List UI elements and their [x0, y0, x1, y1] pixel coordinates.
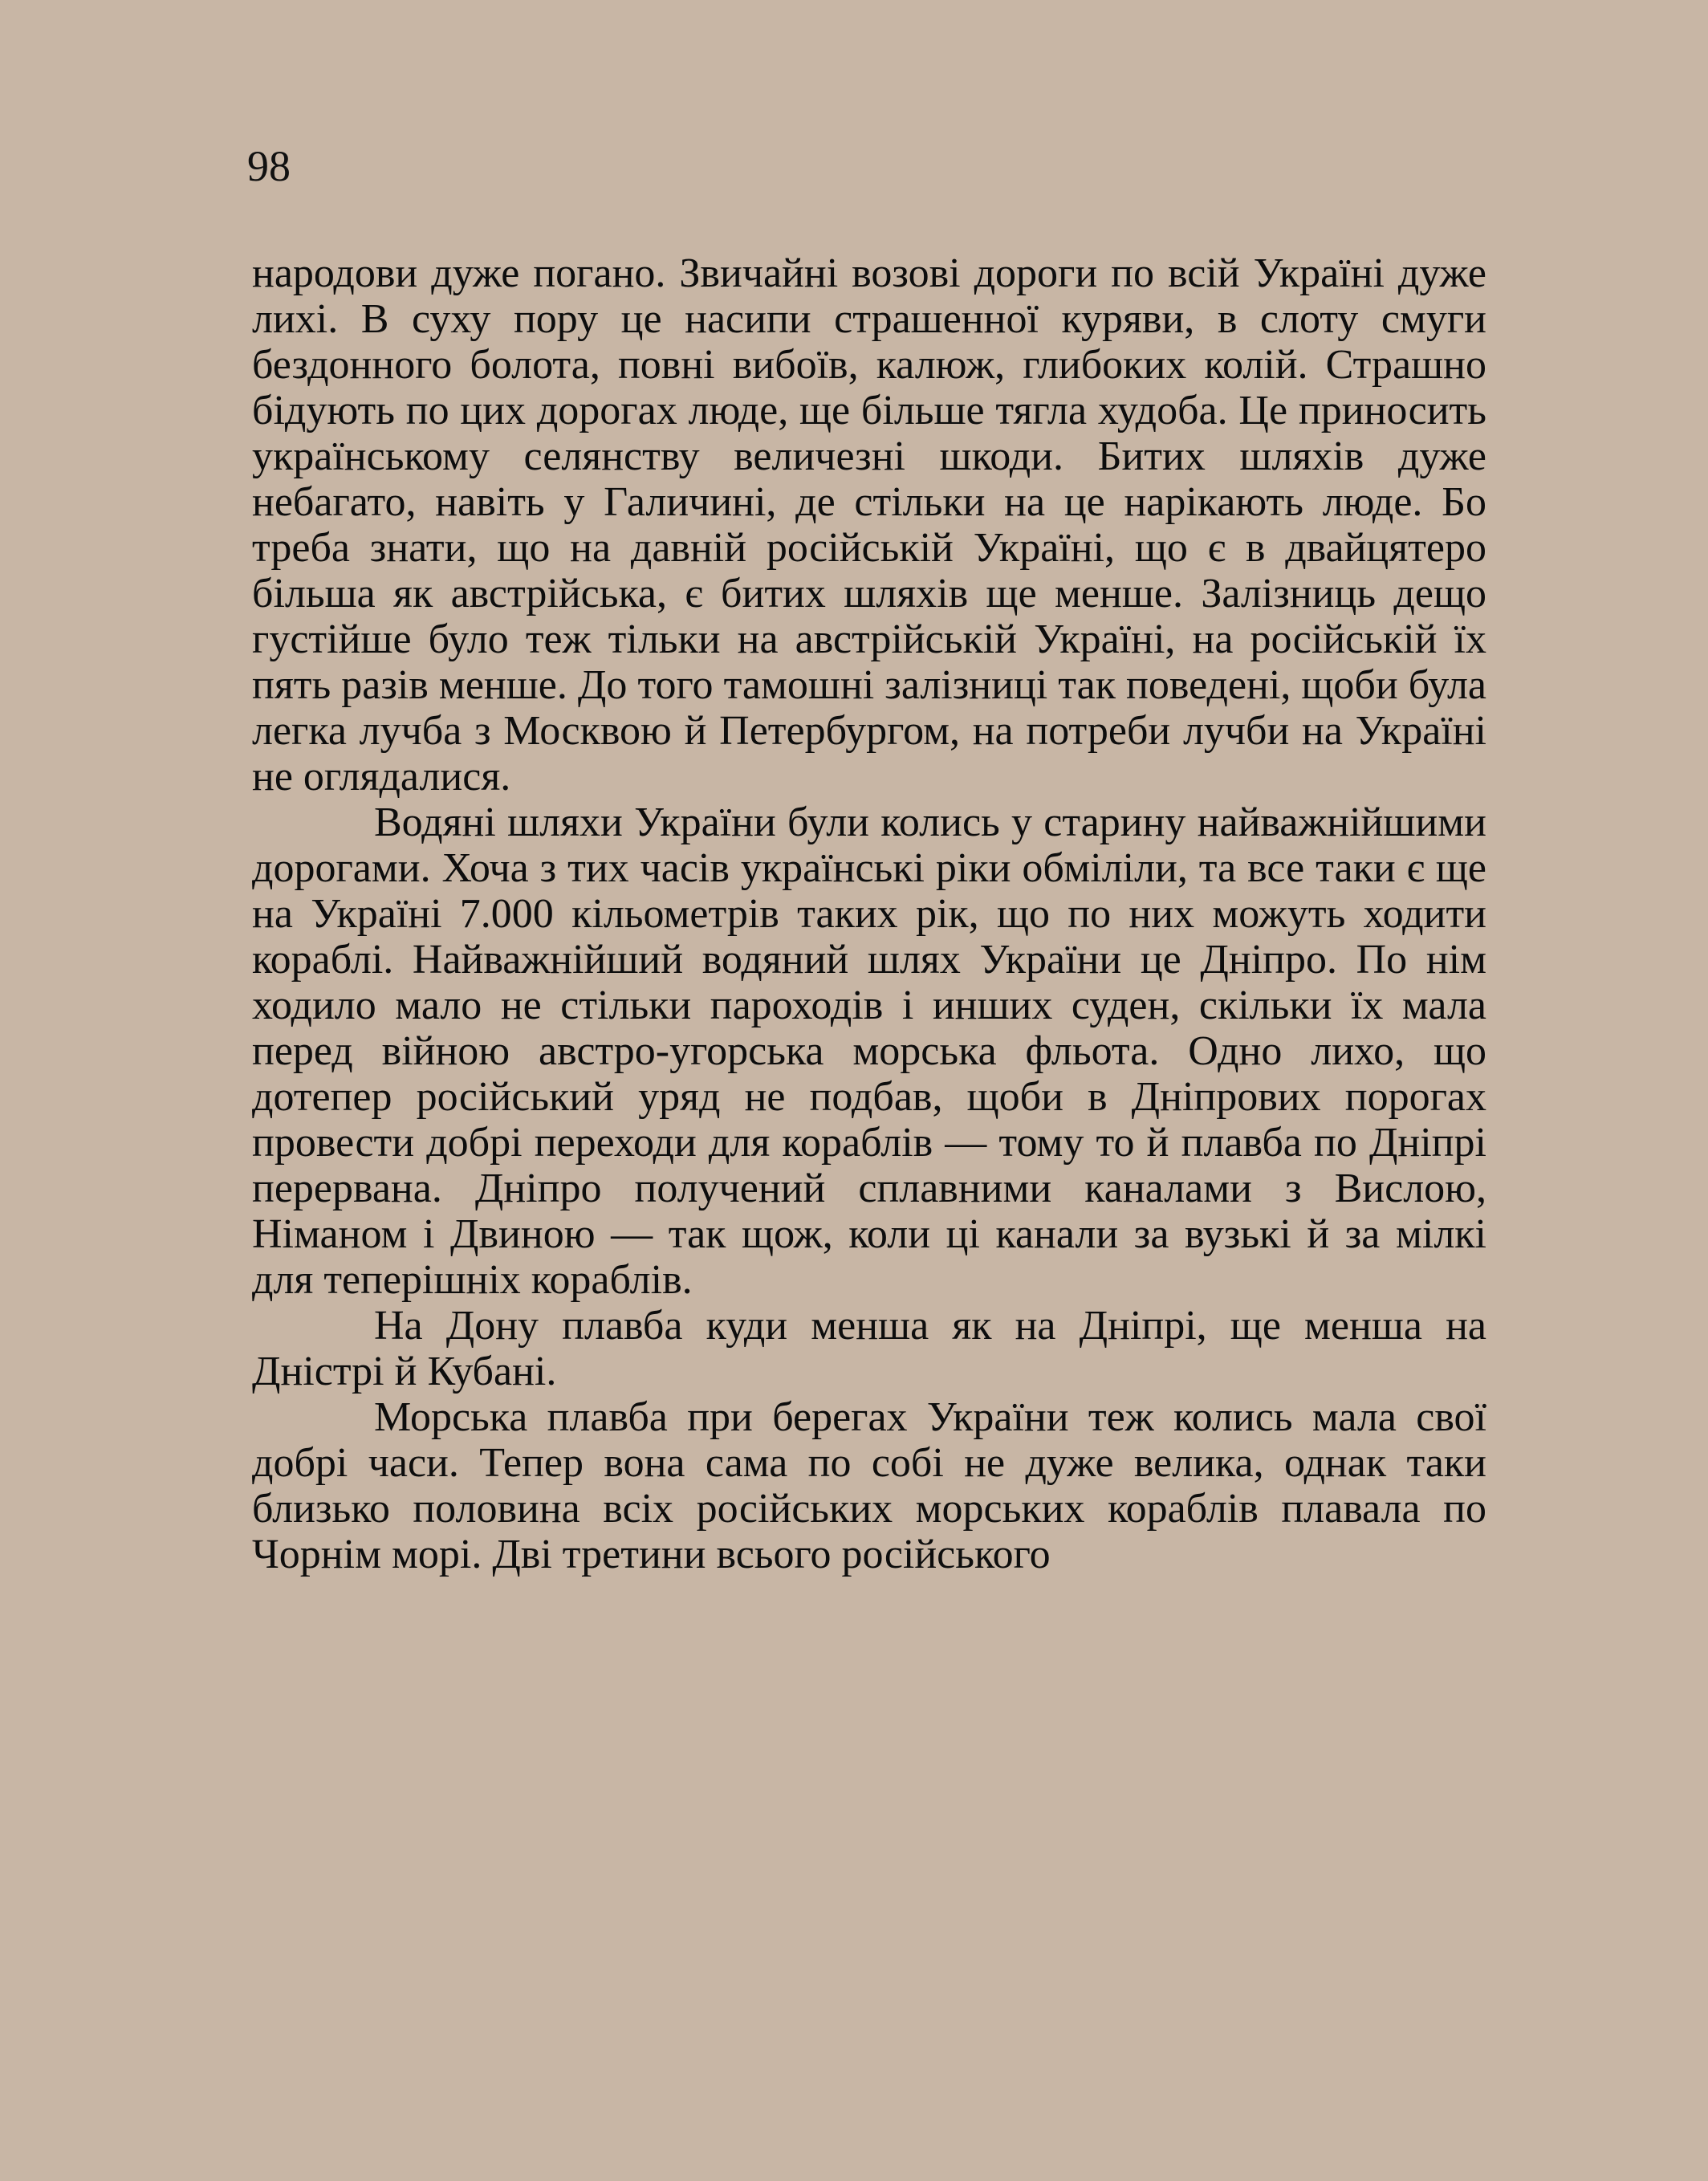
- paragraph: Водяні шляхи України були колись у старину найважнійшими дорогами. Хоча з тих часів українські ріки обміліли, та все таки є ще на Україні 7.000 кільометрів таких рік, що по них можуть ходити кораблі. Найважнійший водяний шлях України це Дніпро. По нім ходило мало не стільки пароходів і инших суден, скільки їх мала перед війною австро-угорська морська фльота. Одно лихо, що дотепер російський уряд не подбав, щоби в Дніпрових порогах провести добрі переходи для кораблів — тому то й плавба по Дніпрі перервана. Дніпро получений сплавними каналами з Вислою, Німаном і Двиною — так щож, коли ці канали за вузькі й за мілкі для теперішніх кораблів.: [252, 800, 1486, 1303]
- page-number: 98: [247, 142, 291, 190]
- paragraph: На Дону плавба куди менша як на Дніпрі, ще менша на Дністрі й Кубані.: [252, 1303, 1486, 1394]
- body-text: [252, 250, 1486, 1577]
- paragraph: Морська плавба при берегах України теж колись мала свої добрі часи. Тепер вона сама по собі не дуже велика, однак таки близько половина всіх російських морських кораблів плавала по Чорнім морі. Дві третини всього російського: [252, 1394, 1486, 1577]
- paragraph: народови дуже погано. Звичайні возові дороги по всій Україні дуже лихі. В суху пору це насипи страшенної куряви, в слоту смуги бездонного болота, повні вибоїв, калюж, глибоких колій. Страшно бідують по цих дорогах люде, ще більше тягла худоба. Це приносить українському селянству величезні шкоди. Битих шляхів дуже небагато, навіть у Галичині, де стільки на це нарікають люде. Бо треба знати, що на давній російській Україні, що є в двайцятеро більша як австрійська, є битих шляхів ще менше. Залізниць дещо густійше було теж тільки на австрійській Україні, на російській їх пять разів менше. До того тамошні залізниці так поведені, щоби була легка лучба з Москвою й Петербургом, на потреби лучби на Україні не оглядалися.: [252, 250, 1486, 800]
